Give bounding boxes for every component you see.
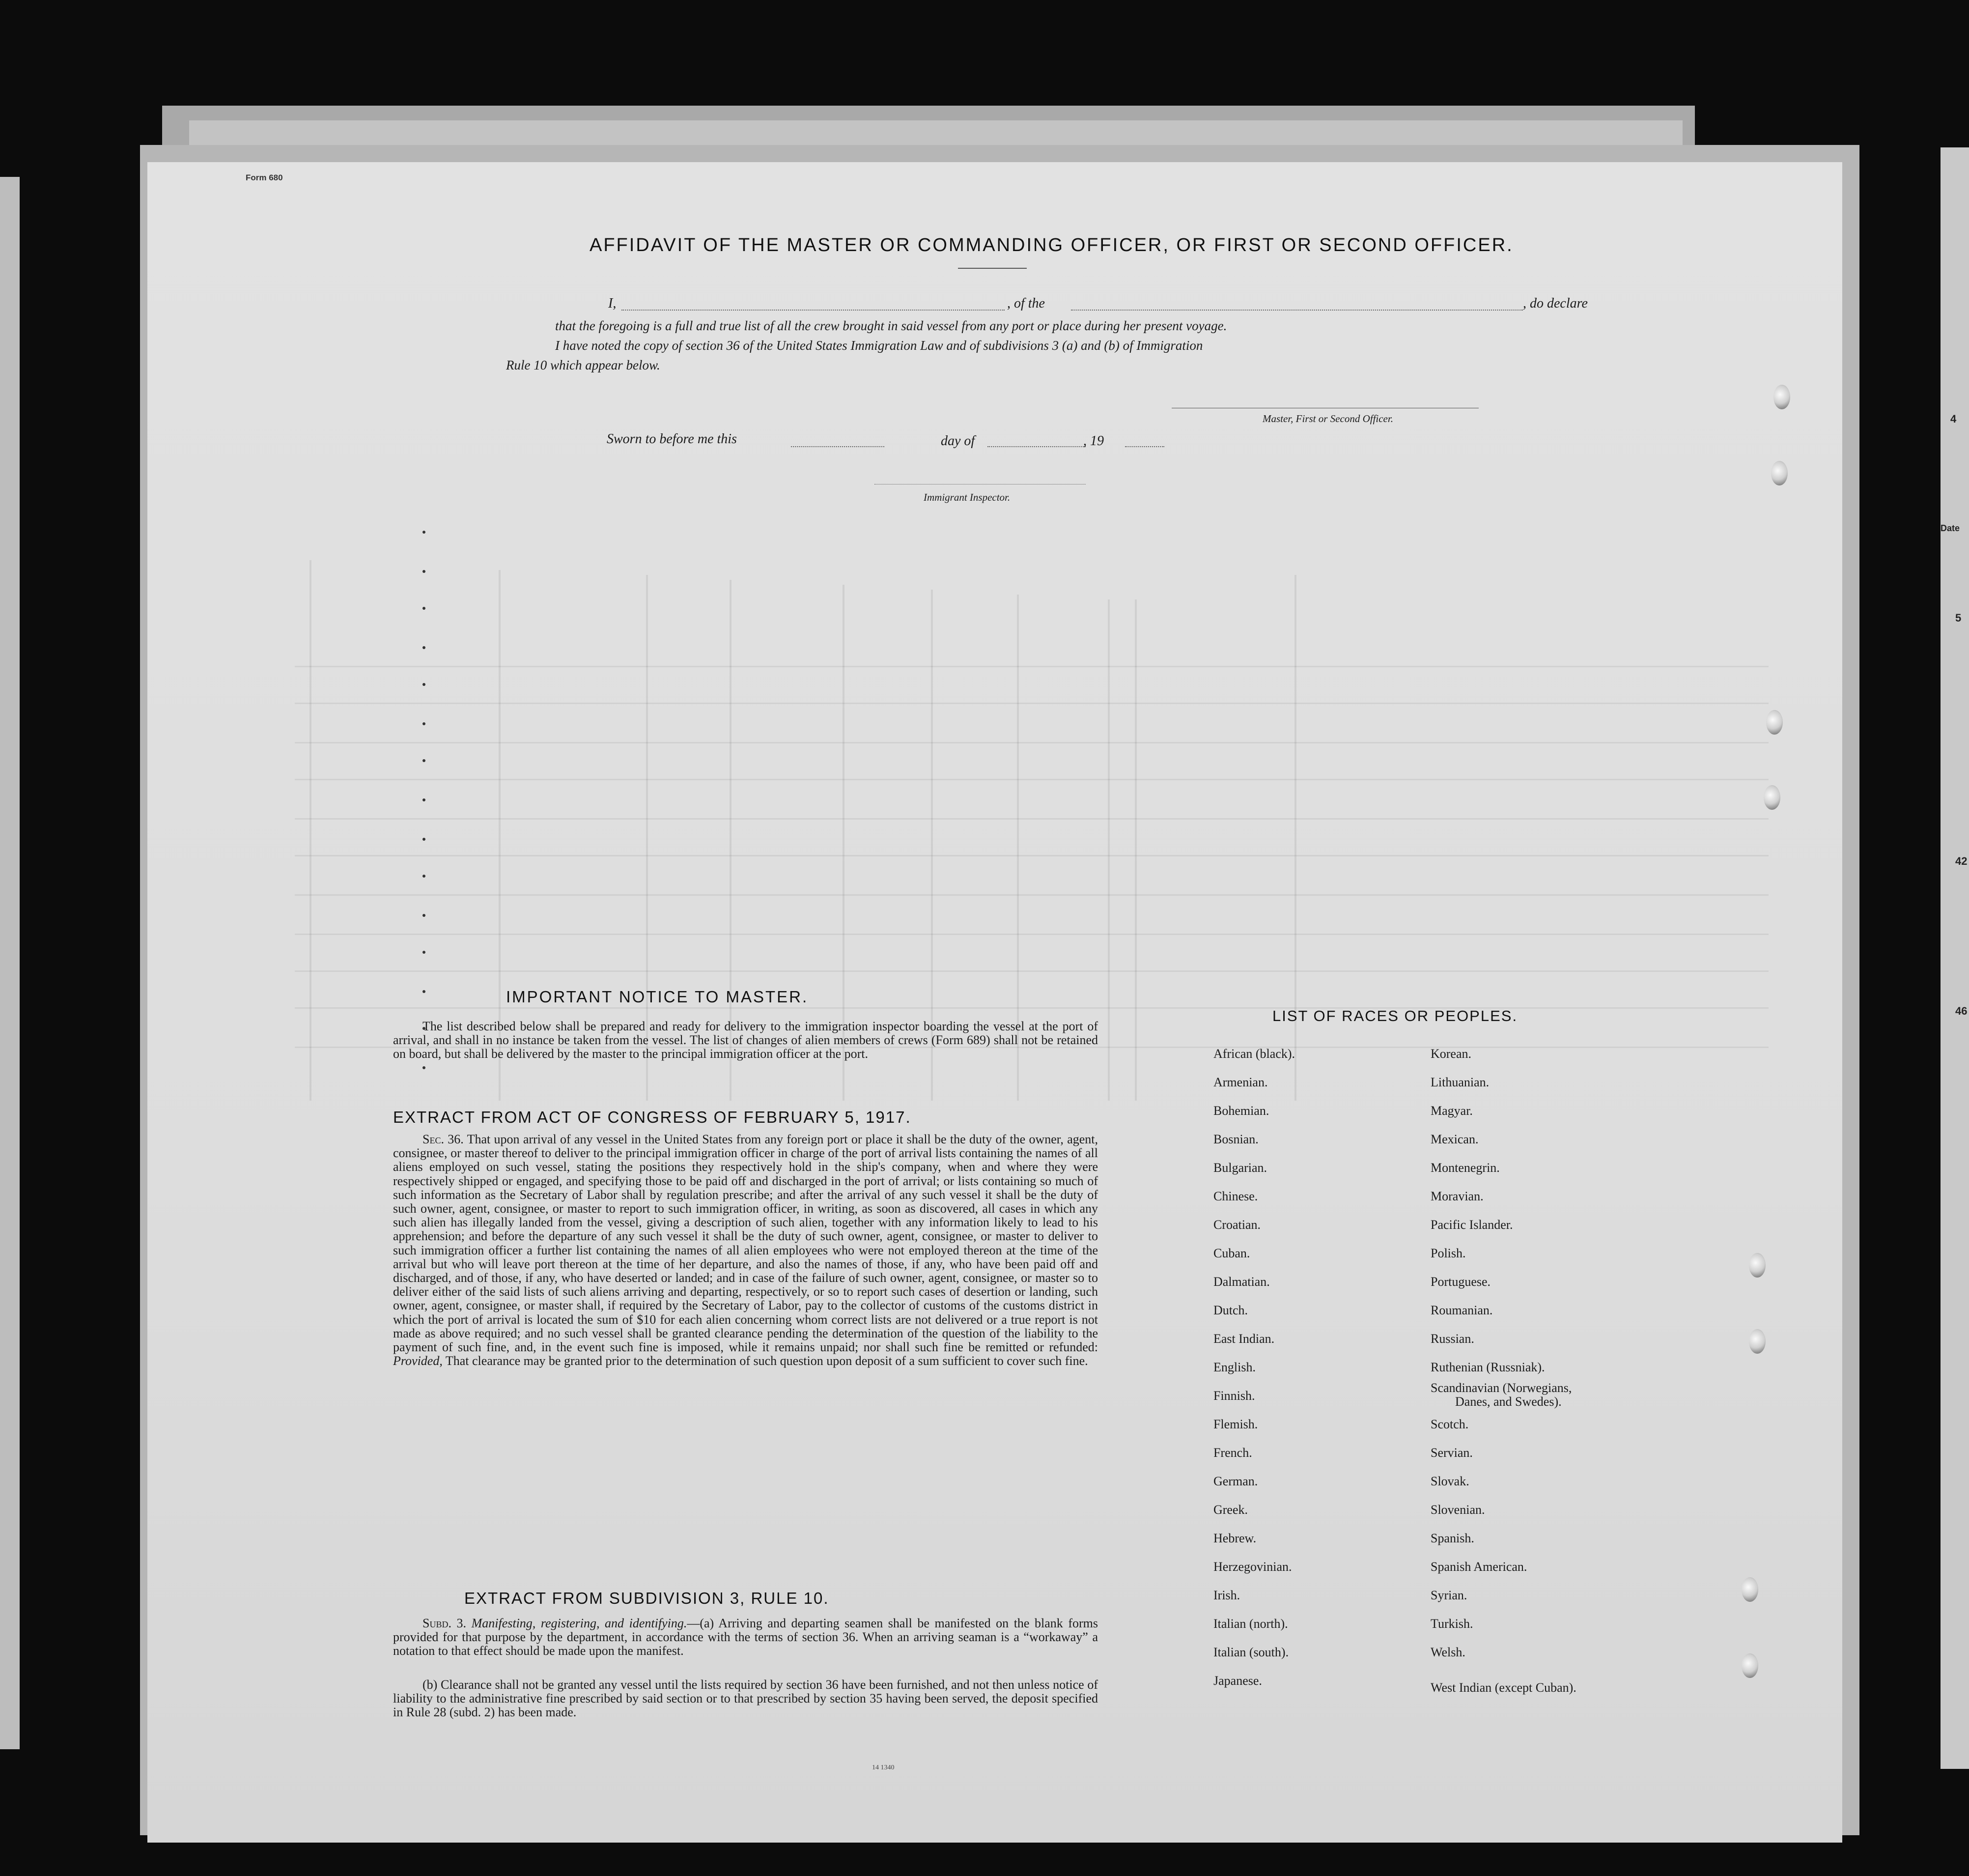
row-marker-dot <box>422 531 425 534</box>
race-item: Montenegrin. <box>1431 1161 1500 1175</box>
row-marker-dot <box>422 1066 425 1069</box>
race-item: Hebrew. <box>1213 1531 1257 1545</box>
race-item: Bosnian. <box>1213 1132 1259 1146</box>
form-number: Form 680 <box>246 173 283 182</box>
race-item: French. <box>1213 1446 1252 1460</box>
page-footer: 14 1340 <box>872 1764 895 1771</box>
margin-label: Date <box>1941 523 1960 533</box>
notice-text <box>393 1020 1098 1061</box>
act-extract-body: That upon arrival of any vessel in the United States from any foreign port or place it shall be the duty of the owner, agent, consignee, or master thereof to deliver to the principal immigration officer in charge of the port of arrival lists containing the names of all aliens employed on such vessel, stating the positions they respectively hold in the ship's company, when and where they were respectively shipped or engaged, and specifying those to be paid off and discharged in the port of arrival; or lists containing so much of such information as the Secretary of Labor shall by regulation prescribe; and after the arrival of any such vessel it shall be the duty of such owner, agent, consignee, or master to report to such immigration officer, in writing, as soon as discovered, all cases in which any such alien has illegally landed from the vessel, giving a description of such alien, together with any information likely to lead to his apprehension; and before the departure of any such vessel it shall be the duty of such owner, agent, consignee, or master to deliver to such immigration officer a further list containing the names of all alien employees who were not employed thereon at the time of the arrival but who will leave port thereon at the time of her departure, and also the names of those, if any, who have been paid off and discharged, and of those, if any, who have deserted or landed; and in case of the failure of such owner, agent, consignee, or master so to deliver either of the said lists of such aliens arriving and departing, respectively, or so to report such cases of desertion or landing, such owner, agent, consignee, or master shall, if required by the Secretary of Labor, pay to the collector of customs of the customs district in which the port of arrival is located the sum of $10 for each alien concerning whom correct lists are not delivered or a true report is not made as above required; and no such vessel shall be granted clearance pending the determination of the question of the liability to the payment of such fine, and, in the event such fine is imposed, while it remains unpaid; nor shall such fine be remitted or refunded: <box>393 1132 1098 1355</box>
ghost-column-line <box>1135 599 1137 1101</box>
declare-label: , do declare <box>1523 296 1588 311</box>
row-marker-dot <box>422 838 425 841</box>
row-marker-dot <box>422 646 425 649</box>
adjacent-page-right <box>1941 147 1969 1769</box>
sworn-day-field[interactable] <box>791 446 884 447</box>
day-of-label: day of <box>941 433 975 449</box>
race-item: African (black). <box>1213 1047 1295 1061</box>
vessel-of-the-label: , of the <box>1007 296 1045 311</box>
race-item: Mexican. <box>1431 1132 1479 1146</box>
affidavit-line-2: that the foregoing is a full and true list of all the crew brought in said vessel from any port or place during her present voyage. <box>555 318 1227 333</box>
race-item: Roumanian. <box>1431 1303 1493 1317</box>
sworn-month-field[interactable] <box>987 446 1086 447</box>
title-underline <box>958 268 1027 269</box>
vessel-name-field[interactable] <box>1071 310 1523 311</box>
notice-title: IMPORTANT NOTICE TO MASTER. <box>506 988 809 1006</box>
race-item: Bulgarian. <box>1213 1161 1267 1175</box>
race-item: Bohemian. <box>1213 1104 1269 1118</box>
adjacent-page-left <box>0 177 20 1749</box>
row-marker-dot <box>422 722 425 725</box>
affidavit-form-page <box>147 162 1842 1843</box>
row-marker-dot <box>422 683 425 686</box>
row-marker-dot <box>422 759 425 762</box>
race-item: Cuban. <box>1213 1246 1250 1260</box>
race-item: Dutch. <box>1213 1303 1248 1317</box>
race-item: Polish. <box>1431 1246 1466 1260</box>
affidavit-line-3: I have noted the copy of section 36 of the United States Immigration Law and of subdivisions 3 (a) and (b) of Immigration <box>555 338 1203 353</box>
race-item: Spanish American. <box>1431 1560 1527 1574</box>
subd-heading: Manifesting, registering, and identifying. <box>471 1616 687 1630</box>
subd-text-b: (b) Clearance shall not be granted any vessel until the lists required by section 36 have been furnished, and not then unless notice of liability to the administrative fine prescribed by said section or to that prescribed by section 35 having been served, the deposit specified in Rule 28 (subd. 2) has been made. <box>393 1677 1098 1720</box>
subdivision-title: EXTRACT FROM SUBDIVISION 3, RULE 10. <box>464 1589 829 1607</box>
race-item: Magyar. <box>1431 1104 1473 1118</box>
sworn-label: Sworn to before me this <box>607 431 737 447</box>
binder-hole-icon <box>1749 1253 1766 1278</box>
race-item: Portuguese. <box>1431 1275 1491 1289</box>
act-extract-body-end: That clearance may be granted prior to the determination of such question upon deposit of a sum sufficient to cover such fine. <box>445 1354 1088 1368</box>
race-item: Italian (south). <box>1213 1645 1289 1659</box>
affiant-prefix: I, <box>608 296 617 311</box>
section-label: Sec. 36. <box>422 1132 464 1146</box>
race-item: Scandinavian (Norwegians, <box>1431 1381 1572 1395</box>
race-item: Slovak. <box>1431 1474 1469 1488</box>
binder-hole-icon <box>1742 1653 1758 1678</box>
race-item: Russian. <box>1431 1332 1474 1346</box>
race-item: Korean. <box>1431 1047 1472 1061</box>
row-marker-dot <box>422 798 425 801</box>
race-item: Pacific Islander. <box>1431 1218 1513 1232</box>
race-item: Turkish. <box>1431 1617 1473 1631</box>
race-item: Italian (north). <box>1213 1617 1288 1631</box>
ghost-row-line <box>295 703 1769 704</box>
race-item: Chinese. <box>1213 1189 1258 1203</box>
year-label: , 19 <box>1083 433 1104 449</box>
race-item: Finnish. <box>1213 1389 1255 1403</box>
master-signature-label: Master, First or Second Officer. <box>1263 413 1393 425</box>
race-item: East Indian. <box>1213 1332 1275 1346</box>
act-extract-title: EXTRACT FROM ACT OF CONGRESS OF FEBRUARY 5, 1917. <box>393 1108 911 1126</box>
race-item: Spanish. <box>1431 1531 1474 1545</box>
margin-label: 46 <box>1955 1005 1968 1017</box>
binder-hole-icon <box>1766 710 1783 735</box>
ghost-row-line <box>295 1007 1769 1009</box>
binder-hole-icon <box>1742 1577 1758 1602</box>
race-item: German. <box>1213 1474 1258 1488</box>
margin-label: 4 <box>1950 413 1957 425</box>
ghost-row-line <box>295 779 1769 780</box>
row-marker-dot <box>422 990 425 993</box>
ghost-column-line <box>1108 599 1110 1101</box>
act-extract-text <box>393 1133 1098 1368</box>
affiant-name-field[interactable] <box>621 310 1005 311</box>
margin-label: 5 <box>1955 612 1962 624</box>
subd-label: Subd. 3. <box>422 1616 467 1630</box>
affidavit-line-4: Rule 10 which appear below. <box>506 358 660 372</box>
race-item: Japanese. <box>1213 1674 1262 1688</box>
race-item: Syrian. <box>1431 1588 1467 1602</box>
ghost-row-line <box>295 666 1769 667</box>
ghost-row-line <box>295 894 1769 896</box>
sworn-year-field[interactable] <box>1125 446 1164 447</box>
subdivision-text-b <box>393 1678 1098 1720</box>
ghost-row-line <box>295 742 1769 743</box>
row-marker-dot <box>422 607 425 610</box>
ghost-row-line <box>295 818 1769 820</box>
race-item: English. <box>1213 1360 1256 1374</box>
row-marker-dot <box>422 570 425 573</box>
race-item: Slovenian. <box>1431 1503 1485 1517</box>
binder-hole-icon <box>1771 461 1788 485</box>
margin-label: 42 <box>1955 855 1968 867</box>
race-item: Lithuanian. <box>1431 1075 1490 1089</box>
race-item: Scotch. <box>1431 1417 1469 1431</box>
subd-text-a: —(a) Arriving and departing seamen shall be manifested on the blank forms provided for that purpose by the department, in accordance with the terms of section 36. When an arriving seaman is a “workaway” a notation to that effect should be made upon the manifest. <box>393 1616 1098 1658</box>
race-item: Dalmatian. <box>1213 1275 1270 1289</box>
inspector-label: Immigrant Inspector. <box>924 491 1011 503</box>
race-item: Greek. <box>1213 1503 1248 1517</box>
ghost-row-line <box>295 934 1769 935</box>
race-item: Welsh. <box>1431 1645 1465 1659</box>
race-item: Ruthenian (Russniak). <box>1431 1360 1545 1374</box>
row-marker-dot <box>422 914 425 917</box>
binder-hole-icon <box>1749 1329 1766 1354</box>
race-item: West Indian (except Cuban). <box>1431 1680 1576 1695</box>
race-item: Irish. <box>1213 1588 1240 1602</box>
race-item: Servian. <box>1431 1446 1473 1460</box>
binder-hole-icon <box>1773 385 1790 409</box>
races-title: LIST OF RACES OR PEOPLES. <box>1272 1007 1518 1024</box>
race-item: Herzegovinian. <box>1213 1560 1292 1574</box>
notice-body: The list described below shall be prepared and ready for delivery to the immigration inspector boarding the vessel at the port of arrival, and shall in no instance be taken from the vessel. The list of changes of alien members of crews (Form 689) shall not be retained on board, but shall be delivered by the master to the principal immigration officer at the port. <box>393 1019 1098 1061</box>
binder-hole-icon <box>1764 785 1780 810</box>
race-item: Flemish. <box>1213 1417 1258 1431</box>
affidavit-title: AFFIDAVIT OF THE MASTER OR COMMANDING OFFICER, OR FIRST OR SECOND OFFICER. <box>590 235 1514 256</box>
provided-word: Provided, <box>393 1354 443 1368</box>
race-item: Moravian. <box>1431 1189 1484 1203</box>
row-marker-dot <box>422 951 425 954</box>
subdivision-text-a <box>393 1617 1098 1658</box>
ghost-row-line <box>295 970 1769 972</box>
race-item: Croatian. <box>1213 1218 1261 1232</box>
row-marker-dot <box>422 875 425 878</box>
race-item: Armenian. <box>1213 1075 1268 1089</box>
race-item-continuation: Danes, and Swedes). <box>1455 1394 1562 1409</box>
ghost-row-line <box>295 855 1769 856</box>
ghost-column-line <box>309 560 311 1101</box>
